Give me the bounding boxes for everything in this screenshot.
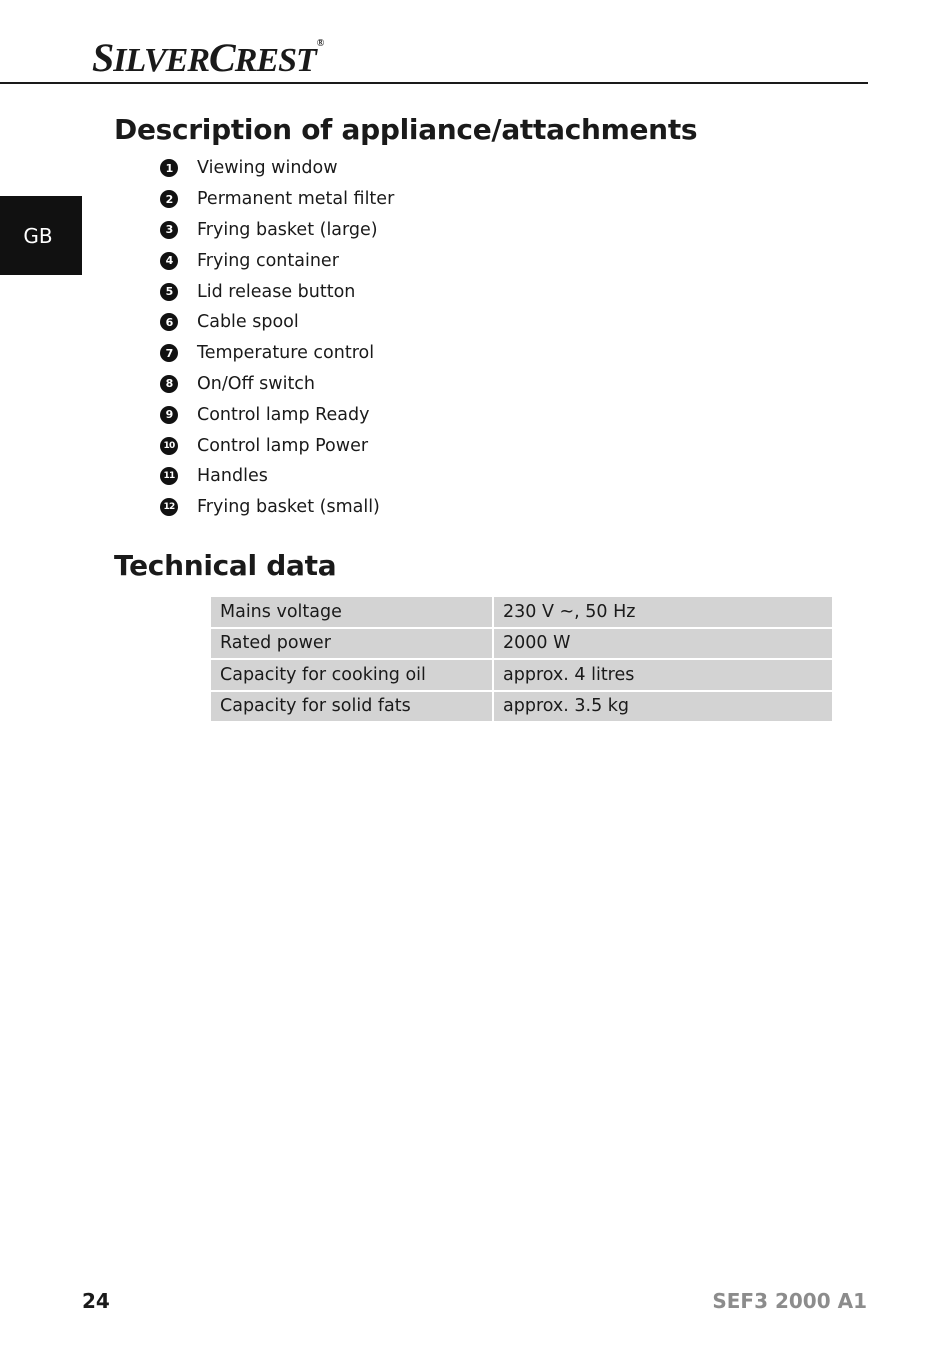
number-badge: 9 bbox=[160, 406, 178, 424]
table-row bbox=[211, 692, 832, 722]
table-row bbox=[211, 597, 832, 627]
registered-mark: ® bbox=[316, 38, 324, 49]
spec-value: approx. 4 litres bbox=[494, 660, 832, 690]
list-item bbox=[160, 369, 394, 400]
list-item bbox=[160, 153, 394, 184]
part-label: Frying basket (large) bbox=[197, 219, 378, 240]
part-label: Frying container bbox=[197, 250, 339, 271]
number-badge: 4 bbox=[160, 252, 178, 270]
number-badge: 6 bbox=[160, 313, 178, 331]
list-item bbox=[160, 276, 394, 307]
technical-data-table bbox=[209, 595, 834, 723]
table-row bbox=[211, 629, 832, 659]
table-row bbox=[211, 660, 832, 690]
spec-label: Capacity for solid fats bbox=[211, 692, 492, 722]
list-item bbox=[160, 307, 394, 338]
list-item bbox=[160, 184, 394, 215]
number-badge: 12 bbox=[160, 498, 178, 516]
spec-value: approx. 3.5 kg bbox=[494, 692, 832, 722]
page-number: 24 bbox=[82, 1289, 110, 1313]
technical-data-heading: Technical data bbox=[114, 549, 337, 582]
spec-label: Capacity for cooking oil bbox=[211, 660, 492, 690]
description-heading: Description of appliance/attachments bbox=[114, 113, 698, 146]
parts-list bbox=[160, 153, 394, 523]
number-badge: 1 bbox=[160, 159, 178, 177]
number-badge: 8 bbox=[160, 375, 178, 393]
spec-value: 230 V ~, 50 Hz bbox=[494, 597, 832, 627]
spec-label: Mains voltage bbox=[211, 597, 492, 627]
header-divider bbox=[0, 82, 868, 84]
part-label: Handles bbox=[197, 466, 268, 487]
part-label: Lid release button bbox=[197, 281, 356, 302]
list-item bbox=[160, 245, 394, 276]
list-item bbox=[160, 338, 394, 369]
part-label: Control lamp Ready bbox=[197, 404, 370, 425]
brand-logo-part-2: REST bbox=[234, 42, 316, 79]
number-badge: 5 bbox=[160, 283, 178, 301]
number-badge: 11 bbox=[160, 467, 178, 485]
number-badge: 3 bbox=[160, 221, 178, 239]
part-label: Frying basket (small) bbox=[197, 497, 380, 518]
brand-logo-initial: S bbox=[92, 35, 114, 80]
brand-logo bbox=[92, 34, 323, 81]
list-item bbox=[160, 215, 394, 246]
spec-label: Rated power bbox=[211, 629, 492, 659]
list-item bbox=[160, 430, 394, 461]
model-number: SEF3 2000 A1 bbox=[712, 1289, 867, 1313]
language-tab-label: GB bbox=[23, 223, 53, 248]
language-tab bbox=[0, 196, 82, 275]
part-label: Control lamp Power bbox=[197, 435, 369, 456]
brand-logo-initial-2: C bbox=[209, 35, 235, 80]
part-label: Cable spool bbox=[197, 312, 299, 333]
part-label: On/Off switch bbox=[197, 373, 316, 394]
list-item bbox=[160, 492, 394, 523]
number-badge: 7 bbox=[160, 344, 178, 362]
part-label: Viewing window bbox=[197, 158, 338, 179]
spec-value: 2000 W bbox=[494, 629, 832, 659]
part-label: Permanent metal filter bbox=[197, 189, 395, 210]
number-badge: 10 bbox=[160, 437, 178, 455]
list-item bbox=[160, 399, 394, 430]
list-item bbox=[160, 461, 394, 492]
brand-logo-part: ILVER bbox=[113, 42, 210, 79]
number-badge: 2 bbox=[160, 190, 178, 208]
part-label: Temperature control bbox=[197, 343, 375, 364]
